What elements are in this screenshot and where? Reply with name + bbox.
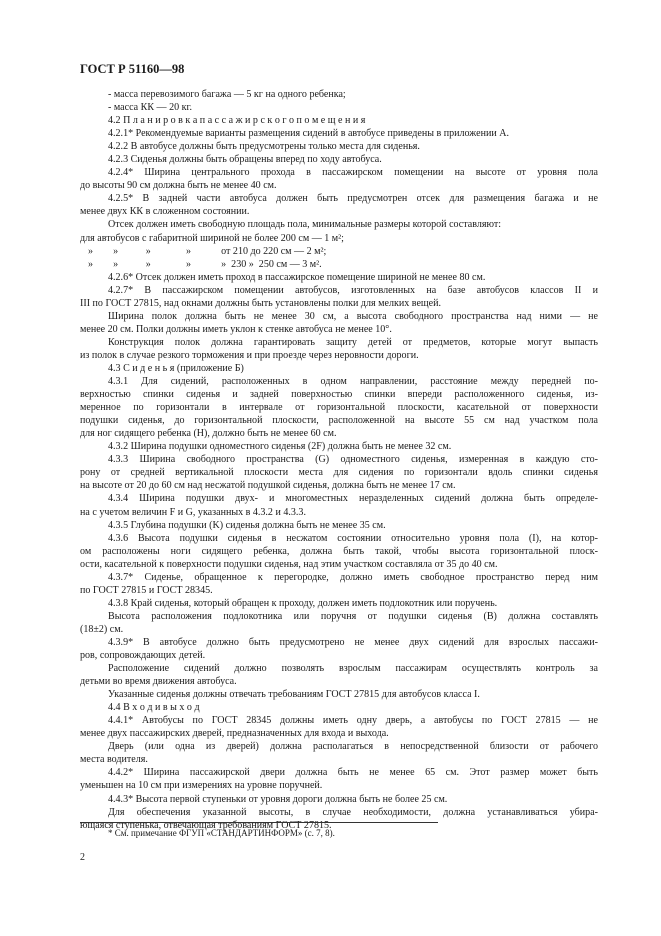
- text-line: - масса КК — 20 кг.: [108, 102, 193, 114]
- text-line: верхностью спинки сиденья и задней поверхностью спинки впереди расположенного сиденья, из-: [80, 389, 598, 401]
- text-line: 4.3.1 Для сидений, расположенных в одном направлении, расстояние между передней по-: [108, 376, 598, 388]
- document-header: ГОСТ Р 51160—98: [80, 62, 185, 76]
- text-line: Расположение сидений должно позволять взрослым пассажирам осуществлять контроль за: [108, 663, 598, 675]
- text-line: Конструкция полок должна гарантировать защиту детей от предметов, которые могут выпасть: [108, 336, 598, 348]
- text-line: менее двух КК в сложенном состоянии.: [80, 206, 250, 218]
- text-line: Для обеспечения указанной высоты, в случае необходимости, должна устанавливаться убира-: [108, 806, 598, 818]
- text-line: уменьшен на 10 см при измерениях на уровне поручней.: [80, 780, 323, 792]
- text-line: 4.4.2* Ширина пассажирской двери должна быть не менее 65 см. Этот размер может быть: [108, 767, 598, 779]
- text-line: 4.2.7* В пассажирском помещении автобусов, изготовленных на базе автобусов классов II и: [108, 284, 598, 296]
- text-line: ом расположены ноги сидящего ребенка, должна быть такой, чтобы высота горизонтальной плоск-: [80, 545, 598, 557]
- text-line: из полок в случае резкого торможения и при проезде через неровности дороги.: [80, 349, 419, 361]
- section-heading: 4.4 В х о д и в ы х о д: [108, 702, 200, 714]
- text-line: » » » » от 210 до 220 см — 2 м²;: [88, 245, 327, 257]
- text-line: до высоты 90 см должна быть не менее 40 см.: [80, 180, 277, 192]
- text-line: Высота расположения подлокотника или поручня от подушки сиденья (B) должна составлять: [108, 610, 598, 622]
- text-line: меренное по горизонтали в интервале от горизонтальной плоскости, касательной от поверхности: [80, 402, 598, 414]
- text-line: ости, касательной к поверхности подушки сиденья, над этим участком составляла от 35 до 40 см.: [80, 558, 498, 570]
- section-heading: 4.2 П л а н и р о в к а п а с с а ж и р с к о г о п о м е щ е н и я: [108, 115, 366, 127]
- text-line: 4.3.9* В автобусе должно быть предусмотрено не менее двух сидений для взрослых пассажи-: [108, 636, 598, 648]
- text-line: 4.2.6* Отсек должен иметь проход в пассажирское помещение шириной не менее 80 см.: [108, 271, 486, 283]
- text-line: 4.3.8 Край сиденья, который обращен к проходу, должен иметь подлокотник или поручень.: [108, 597, 498, 609]
- text-line: менее 20 см. Полки должны иметь уклон к стенке автобуса не менее 10°.: [80, 323, 392, 335]
- text-line: ров, сопровождающих детей.: [80, 650, 206, 662]
- footnote-divider: [80, 822, 438, 823]
- text-line: 4.3.7* Сиденье, обращенное к перегородке, должно иметь свободное пространство перед ним: [108, 571, 598, 583]
- text-line: 4.4.1* Автобусы по ГОСТ 28345 должны иметь одну дверь, а автобусы по ГОСТ 27815 — не: [108, 715, 598, 727]
- text-line: Дверь (или одна из дверей) должна располагаться в непосредственной близости от рабочего: [108, 741, 598, 753]
- text-line: - масса перевозимого багажа — 5 кг на одного ребенка;: [108, 89, 346, 100]
- text-line: 4.2.1* Рекомендуемые варианты размещения сидений в автобусе приведены в приложении А.: [108, 128, 509, 140]
- text-line: на с учетом величин F и G, указанных в 4.3.2 и 4.3.3.: [80, 506, 306, 518]
- text-line: Ширина полок должна быть не менее 30 см, а высота свободного пространства над ними — не: [108, 310, 598, 322]
- text-line: » » » » » 230 » 250 см — 3 м².: [88, 258, 322, 270]
- text-line: на высоте от 20 до 60 см над несжатой подушкой сиденья, должна быть не менее 17 см.: [80, 480, 456, 492]
- footnote: * См. примечание ФГУП «СТАНДАРТИНФОРМ» (с. 7, 8).: [108, 828, 335, 838]
- text-line: 4.2.2 В автобусе должны быть предусмотрены только места для сиденья.: [108, 141, 420, 153]
- text-line: подушки сиденья, до горизонтальной плоскости, расположенной на высоте 55 см над участком пола: [80, 415, 598, 427]
- text-line: 4.3.5 Глубина подушки (K) сиденья должна быть не менее 35 см.: [108, 519, 386, 531]
- text-line: 4.2.3 Сиденья должны быть обращены вперед по ходу автобуса.: [108, 154, 382, 166]
- text-line: 4.3.4 Ширина подушки двух- и многоместных неразделенных сидений должна быть определе-: [108, 493, 598, 505]
- text-line: менее двух пассажирских дверей, предназначенных для входа и выхода.: [80, 728, 389, 740]
- text-line: 4.3.6 Высота подушки сиденья в несжатом состоянии относительно уровня пола (I), на котор-: [108, 532, 598, 544]
- page-number: 2: [80, 852, 85, 863]
- text-line: рону от средней вертикальной плоскости места для сидения по горизонтали вдоль спинки сиденья: [80, 467, 598, 479]
- text-line: ющаяся ступенька, отвечающая требованиям ГОСТ 27815.: [80, 819, 332, 831]
- text-line: 4.2.5* В задней части автобуса должен быть предусмотрен отсек для размещения багажа и не: [108, 193, 598, 205]
- text-line: для автобусов с габаритной шириной не более 200 см — 1 м²;: [80, 232, 344, 244]
- text-line: места водителя.: [80, 754, 148, 766]
- section-heading: 4.3 С и д е н ь я (приложение Б): [108, 362, 244, 374]
- text-line: Отсек должен иметь свободную площадь пола, минимальные размеры которой составляют:: [108, 219, 502, 231]
- text-line: 4.3.2 Ширина подушки одноместного сиденья (2F) должна быть не менее 32 см.: [108, 441, 452, 453]
- text-line: детьми во время движения автобуса.: [80, 676, 237, 688]
- text-line: по ГОСТ 27815 и ГОСТ 28345.: [80, 584, 213, 596]
- text-line: Указанные сиденья должны отвечать требованиям ГОСТ 27815 для автобусов класса I.: [108, 689, 480, 701]
- text-line: 4.4.3* Высота первой ступеньки от уровня дороги должна быть не более 25 см.: [108, 793, 448, 805]
- text-line: 4.3.3 Ширина свободного пространства (G) одноместного сиденья, измеренная в каждую сто-: [108, 454, 598, 466]
- text-line: (18±2) см.: [80, 623, 124, 635]
- text-line: для ног сидящего ребенка (H), должно быть не менее 60 см.: [80, 428, 337, 440]
- text-line: III по ГОСТ 27815, над окнами должны быть установлены полки для мелких вещей.: [80, 297, 442, 309]
- text-line: 4.2.4* Ширина центрального прохода в пассажирском помещении на высоте от уровня пола: [108, 167, 598, 179]
- document-body: [80, 88, 598, 832]
